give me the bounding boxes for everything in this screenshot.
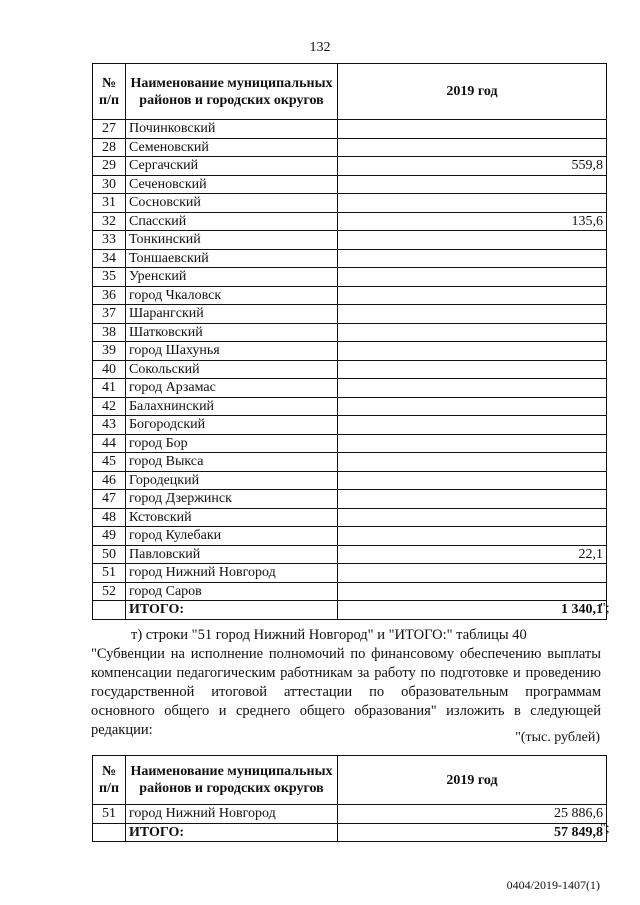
table-body — [93, 120, 607, 620]
total-row — [93, 601, 607, 620]
row-name: город Нижний Новгород — [126, 805, 338, 824]
row-name: Тоншаевский — [126, 249, 338, 268]
table-row — [93, 545, 607, 564]
row-name: Кстовский — [126, 508, 338, 527]
row-value — [338, 120, 607, 139]
table-row — [93, 249, 607, 268]
row-number: 28 — [93, 138, 126, 157]
row-number: 45 — [93, 453, 126, 472]
row-value — [338, 268, 607, 287]
row-name: город Кулебаки — [126, 527, 338, 546]
table-header-row — [93, 756, 607, 805]
row-number: 39 — [93, 342, 126, 361]
table-row — [93, 434, 607, 453]
row-value — [338, 175, 607, 194]
row-value: 25 886,6 — [338, 805, 607, 824]
table-row — [93, 360, 607, 379]
row-name: Сокольский — [126, 360, 338, 379]
header-year: 2019 год — [338, 64, 607, 120]
row-number: 43 — [93, 416, 126, 435]
row-value — [338, 582, 607, 601]
row-value — [338, 453, 607, 472]
total-label: ИТОГО: — [126, 601, 338, 620]
row-number: 46 — [93, 471, 126, 490]
table-header-row — [93, 64, 607, 120]
row-value — [338, 397, 607, 416]
row-value: 22,1 — [338, 545, 607, 564]
row-value — [338, 564, 607, 583]
table-row — [93, 323, 607, 342]
table-row — [93, 212, 607, 231]
row-number: 49 — [93, 527, 126, 546]
closing-quote: "; — [600, 821, 610, 836]
row-name: Спасский — [126, 212, 338, 231]
table-row — [93, 508, 607, 527]
row-name: Шарангский — [126, 305, 338, 324]
table-row — [93, 805, 607, 824]
table-row — [93, 268, 607, 287]
header-name: Наименование муниципальных районов и городских округов — [126, 64, 338, 120]
table-row — [93, 286, 607, 305]
total-row — [93, 823, 607, 842]
row-number: 36 — [93, 286, 126, 305]
table-row — [93, 157, 607, 176]
total-number — [93, 823, 126, 842]
row-name: город Бор — [126, 434, 338, 453]
row-name: Уренский — [126, 268, 338, 287]
closing-quote: "; — [600, 601, 610, 616]
total-number — [93, 601, 126, 620]
row-number: 40 — [93, 360, 126, 379]
paragraph-body: "Субвенции на исполнение полномочий по финансовому обеспечению выплаты компенсации педагогическим работникам за работу по подготовке и проведению государственной итоговой аттестации по образовательным программам основного общего и среднего общего образования" изложить в следующей редакции: — [91, 646, 601, 738]
header-name: Наименование муниципальных районов и городских округов — [126, 756, 338, 805]
row-name: Сосновский — [126, 194, 338, 213]
row-number: 32 — [93, 212, 126, 231]
row-number: 52 — [93, 582, 126, 601]
row-name: Павловский — [126, 545, 338, 564]
table-row — [93, 397, 607, 416]
row-name: город Шахунья — [126, 342, 338, 361]
document-number: 0404/2019-1407(1) — [506, 878, 600, 892]
row-value — [338, 416, 607, 435]
row-value — [338, 323, 607, 342]
row-number: 44 — [93, 434, 126, 453]
row-name: город Нижний Новгород — [126, 564, 338, 583]
table-row — [93, 564, 607, 583]
table-row — [93, 175, 607, 194]
table-row — [93, 138, 607, 157]
table-row — [93, 342, 607, 361]
row-number: 33 — [93, 231, 126, 250]
table-row — [93, 582, 607, 601]
row-number: 48 — [93, 508, 126, 527]
header-number: № п/п — [93, 64, 126, 120]
table-row — [93, 490, 607, 509]
row-number: 27 — [93, 120, 126, 139]
row-number: 47 — [93, 490, 126, 509]
row-number: 31 — [93, 194, 126, 213]
row-value — [338, 249, 607, 268]
row-number: 41 — [93, 379, 126, 398]
row-value — [338, 471, 607, 490]
row-name: Шатковский — [126, 323, 338, 342]
table-row — [93, 416, 607, 435]
row-value — [338, 342, 607, 361]
row-value — [338, 286, 607, 305]
total-value: 57 849,8 — [338, 823, 607, 842]
row-value — [338, 194, 607, 213]
table-row — [93, 305, 607, 324]
row-number: 34 — [93, 249, 126, 268]
row-number: 50 — [93, 545, 126, 564]
row-value — [338, 231, 607, 250]
row-name: город Саров — [126, 582, 338, 601]
header-year: 2019 год — [338, 756, 607, 805]
row-value — [338, 360, 607, 379]
row-number: 51 — [93, 805, 126, 824]
header-number: № п/п — [93, 756, 126, 805]
page-number: 132 — [309, 40, 331, 55]
row-value — [338, 527, 607, 546]
paragraph-first-line: т) строки "51 город Нижний Новгород" и "ИТОГО:" таблицы 40 — [131, 627, 527, 643]
table-row — [93, 471, 607, 490]
row-name: Богородский — [126, 416, 338, 435]
row-name: Семеновский — [126, 138, 338, 157]
budget-table-1 — [92, 63, 607, 620]
table-row — [93, 379, 607, 398]
row-number: 37 — [93, 305, 126, 324]
row-value: 135,6 — [338, 212, 607, 231]
total-label: ИТОГО: — [126, 823, 338, 842]
row-value — [338, 434, 607, 453]
row-name: Балахнинский — [126, 397, 338, 416]
row-value — [338, 305, 607, 324]
table-body — [93, 805, 607, 842]
budget-table-2 — [92, 755, 607, 842]
table-row — [93, 231, 607, 250]
row-name: Починковский — [126, 120, 338, 139]
row-value — [338, 138, 607, 157]
row-value: 559,8 — [338, 157, 607, 176]
row-name: Сергачский — [126, 157, 338, 176]
unit-note: "(тыс. рублей) — [515, 730, 600, 745]
row-value — [338, 379, 607, 398]
row-number: 42 — [93, 397, 126, 416]
row-name: город Арзамас — [126, 379, 338, 398]
row-name: Сеченовский — [126, 175, 338, 194]
row-name: Городецкий — [126, 471, 338, 490]
row-number: 35 — [93, 268, 126, 287]
row-number: 30 — [93, 175, 126, 194]
row-value — [338, 508, 607, 527]
row-value — [338, 490, 607, 509]
amendment-paragraph — [91, 626, 601, 740]
table-row — [93, 120, 607, 139]
table-row — [93, 194, 607, 213]
row-name: город Чкаловск — [126, 286, 338, 305]
row-name: город Дзержинск — [126, 490, 338, 509]
row-name: Тонкинский — [126, 231, 338, 250]
row-number: 29 — [93, 157, 126, 176]
row-number: 51 — [93, 564, 126, 583]
total-value: 1 340,1 — [338, 601, 607, 620]
row-name: город Выкса — [126, 453, 338, 472]
table-row — [93, 453, 607, 472]
table-row — [93, 527, 607, 546]
row-number: 38 — [93, 323, 126, 342]
